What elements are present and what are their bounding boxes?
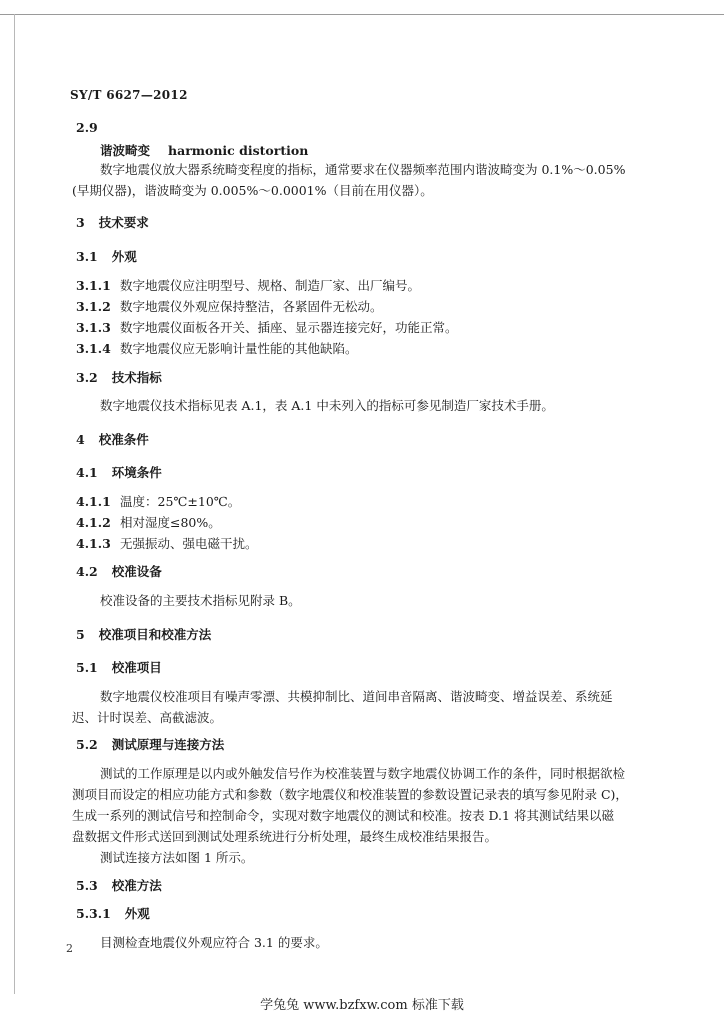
item-number: 4.1.1 — [76, 494, 111, 509]
section-5-3-label: 校准方法 — [111, 878, 162, 893]
section-5-2-line5: 测试连接方法如图 1 所示。 — [100, 850, 254, 865]
item-3-1-1 — [76, 276, 420, 294]
term-cn: 谐波畸变 — [100, 143, 151, 158]
page-number: 2 — [66, 942, 73, 955]
section-5-1-number: 5.1 — [76, 660, 98, 675]
standard-number: SY/T 6627—2012 — [70, 88, 188, 102]
section-4-label: 校准条件 — [98, 432, 149, 447]
section-2-9-line1: 数字地震仪放大器系统畸变程度的指标，通常要求在仪器频率范围内谐波畸变为 0.1%～0.05% — [100, 162, 626, 177]
item-text: 数字地震仪外观应保持整洁，各紧固件无松动。 — [120, 299, 383, 314]
section-5-1-line2: 迟、计时误差、高截滤波。 — [72, 710, 223, 725]
item-3-1-4 — [76, 339, 358, 357]
section-4-2-label: 校准设备 — [111, 564, 162, 579]
section-5-1-label: 校准项目 — [111, 660, 162, 675]
section-3-2-text: 数字地震仪技术指标见表 A.1，表 A.1 中未列入的指标可参见制造厂家技术手册。 — [100, 398, 554, 413]
section-4-2-text: 校准设备的主要技术指标见附录 B。 — [100, 593, 301, 608]
section-5-1-heading — [76, 658, 162, 676]
item-text: 数字地震仪应无影响计量性能的其他缺陷。 — [120, 341, 358, 356]
section-3-2-number: 3.2 — [76, 370, 98, 385]
item-4-1-3 — [76, 534, 258, 552]
section-3-1-heading — [76, 247, 137, 265]
section-4-1-heading — [76, 463, 162, 481]
item-4-1-2 — [76, 513, 221, 531]
term-title — [100, 141, 308, 159]
section-5-label: 校准项目和校准方法 — [98, 627, 212, 642]
section-5-3-1-text: 目测检查地震仪外观应符合 3.1 的要求。 — [100, 935, 328, 950]
section-5-number: 5 — [76, 627, 85, 642]
section-3-1-label: 外观 — [111, 249, 137, 264]
section-4-2-number: 4.2 — [76, 564, 98, 579]
item-number: 3.1.1 — [76, 278, 111, 293]
section-3-heading — [76, 213, 149, 231]
item-text: 相对湿度≤80%。 — [120, 515, 221, 530]
scan-edge-top — [0, 14, 724, 15]
section-5-3-number: 5.3 — [76, 878, 98, 893]
section-5-2-line2: 测项目而设定的相应功能方式和参数（数字地震仪和校准装置的参数设置记录表的填写参见附录 C)， — [72, 787, 628, 802]
section-5-3-1-label: 外观 — [124, 906, 150, 921]
section-5-3-heading — [76, 876, 162, 894]
scan-edge-left — [14, 14, 15, 994]
section-3-2-heading — [76, 368, 162, 386]
section-2-9-line2: (早期仪器)，谐波畸变为 0.005%～0.0001%（目前在用仪器）。 — [72, 183, 433, 198]
section-5-2-line3: 生成一系列的测试信号和控制命令，实现对数字地震仪的测试和校准。按表 D.1 将其测试结果以磁 — [72, 808, 614, 823]
item-text: 数字地震仪应注明型号、规格、制造厂家、出厂编号。 — [120, 278, 421, 293]
section-5-1-line1: 数字地震仪校准项目有噪声零漂、共模抑制比、道间串音隔离、谐波畸变、增益误差、系统延 — [100, 689, 613, 704]
item-number: 4.1.3 — [76, 536, 111, 551]
section-4-1-number: 4.1 — [76, 465, 98, 480]
section-5-2-number: 5.2 — [76, 737, 98, 752]
section-4-2-heading — [76, 562, 162, 580]
section-5-3-1-number: 5.3.1 — [76, 906, 111, 921]
section-5-2-line4: 盘数据文件形式送回到测试处理系统进行分析处理，最终生成校准结果报告。 — [72, 829, 498, 844]
item-number: 3.1.3 — [76, 320, 111, 335]
item-text: 无强振动、强电磁干扰。 — [120, 536, 258, 551]
item-4-1-1 — [76, 492, 240, 510]
item-number: 4.1.2 — [76, 515, 111, 530]
section-5-2-label: 测试原理与连接方法 — [111, 737, 225, 752]
section-5-2-line1: 测试的工作原理是以内或外触发信号作为校准装置与数字地震仪协调工作的条件，同时根据欲检 — [100, 766, 626, 781]
footer-watermark-text: 学兔兔 www.bzfxw.com 标准下载 — [260, 998, 464, 1013]
section-5-3-1-heading — [76, 904, 150, 922]
item-3-1-2 — [76, 297, 383, 315]
section-5-heading — [76, 625, 211, 643]
item-number: 3.1.4 — [76, 341, 111, 356]
term-en: harmonic distortion — [168, 143, 309, 158]
item-text: 数字地震仪面板各开关、插座、显示器连接完好，功能正常。 — [120, 320, 458, 335]
section-2-9-number: 2.9 — [76, 120, 98, 135]
section-3-label: 技术要求 — [98, 215, 149, 230]
section-3-2-label: 技术指标 — [111, 370, 162, 385]
item-text: 温度：25℃±10℃。 — [120, 494, 241, 509]
item-number: 3.1.2 — [76, 299, 111, 314]
item-3-1-3 — [76, 318, 458, 336]
section-4-number: 4 — [76, 432, 85, 447]
section-4-heading — [76, 430, 149, 448]
section-3-1-number: 3.1 — [76, 249, 98, 264]
section-3-number: 3 — [76, 215, 85, 230]
section-5-2-heading — [76, 735, 224, 753]
section-4-1-label: 环境条件 — [111, 465, 162, 480]
